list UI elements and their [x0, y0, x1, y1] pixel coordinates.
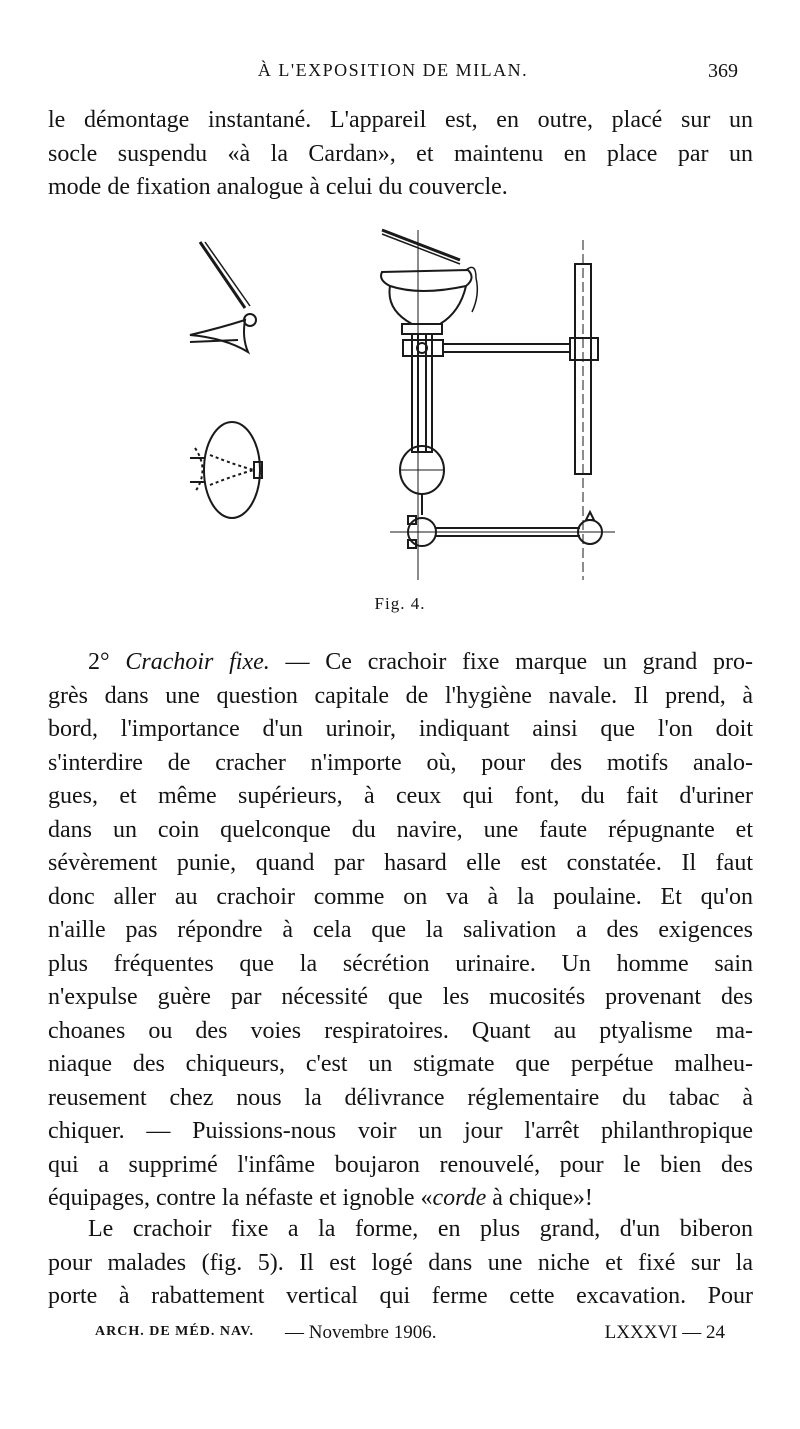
text-line: chiquer. — Puissions-nous voir un jour l'arrêt philanthropique: [48, 1118, 753, 1144]
text-line: reusement chez nous la délivrance réglementaire du tabac à: [48, 1084, 753, 1111]
main-apparatus-drawing: [381, 230, 615, 580]
italic-term: corde: [432, 1185, 487, 1211]
issue-date: — Novembre 1906.: [285, 1322, 437, 1343]
section-number: 2°: [88, 649, 110, 675]
text-line: porte à rabattement vertical qui ferme cette excavation. Pour: [48, 1283, 753, 1309]
cup-top-view-drawing: [190, 422, 262, 518]
text-line: sévèrement punie, quand par hasard elle est constatée. Il faut: [48, 850, 753, 876]
text-line-rest: — Ce crachoir fixe marque un grand pro-: [269, 649, 753, 675]
figure-caption: Fig. 4.: [374, 594, 426, 613]
text-line: bord, l'importance d'un urinoir, indiquant ainsi que l'on doit: [48, 716, 753, 742]
text-fragment: à chique»!: [486, 1185, 593, 1211]
text-line: n'expulse guère par nécessité que les mucosités provenant des: [48, 984, 753, 1010]
text-line: plus fréquentes que la sécrétion urinaire. Un homme sain: [48, 950, 753, 977]
page-number: 369: [708, 60, 738, 82]
paragraph-biberon: [48, 1213, 753, 1314]
text-line: n'aille pas répondre à cela que la salivation a des exigences: [48, 917, 753, 943]
text-line: [48, 1182, 753, 1216]
text-line: [48, 646, 753, 680]
text-line: socle suspendu «à la Cardan», et maintenu en place par un: [48, 140, 753, 167]
text-line: [48, 1213, 753, 1247]
text-fragment: Le crachoir fixe a la forme, en plus grand, d'un biberon: [88, 1216, 753, 1242]
lever-detail-drawing: [190, 242, 256, 352]
paragraph-crachoir-fixe: [48, 646, 753, 1216]
text-line: choanes ou des voies respiratoires. Quant au ptyalisme ma-: [48, 1017, 753, 1044]
text-line: s'interdire de cracher n'importe où, pour des motifs analo-: [48, 749, 753, 776]
text-line: grès dans une question capitale de l'hygiène navale. Il prend, à: [48, 682, 753, 709]
text-line: qui a supprimé l'infâme boujaron renouvelé, pour le bien des: [48, 1151, 753, 1178]
text-fragment: équipages, contre la néfaste et ignoble «: [48, 1185, 433, 1211]
text-line: niaque des chiqueurs, c'est un stigmate que perpétue malheu-: [48, 1051, 753, 1077]
text-line: gues, et même supérieurs, à ceux qui font, du fait d'uriner: [48, 783, 753, 809]
paragraph-intro: [48, 104, 753, 205]
journal-name: ARCH. DE MÉD. NAV.: [95, 1324, 255, 1339]
spittoon-illustration: [150, 220, 650, 600]
section-heading: Crachoir fixe.: [125, 649, 270, 675]
text-line: mode de fixation analogue à celui du couvercle.: [48, 174, 508, 200]
signature-mark: LXXXVI — 24: [604, 1322, 725, 1343]
text-line: donc aller au crachoir comme on va à la poulaine. Et qu'on: [48, 883, 753, 910]
text-line: le démontage instantané. L'appareil est, en outre, placé sur un: [48, 107, 753, 133]
page-footer: [95, 1322, 725, 1352]
text-line: pour malades (fig. 5). Il est logé dans une niche et fixé sur la: [48, 1249, 753, 1276]
page-header: [48, 60, 738, 90]
running-head: À L'EXPOSITION DE MILAN.: [257, 60, 529, 80]
text-line: dans un coin quelconque du navire, une faute répugnante et: [48, 816, 753, 843]
figure-4: [150, 220, 650, 600]
